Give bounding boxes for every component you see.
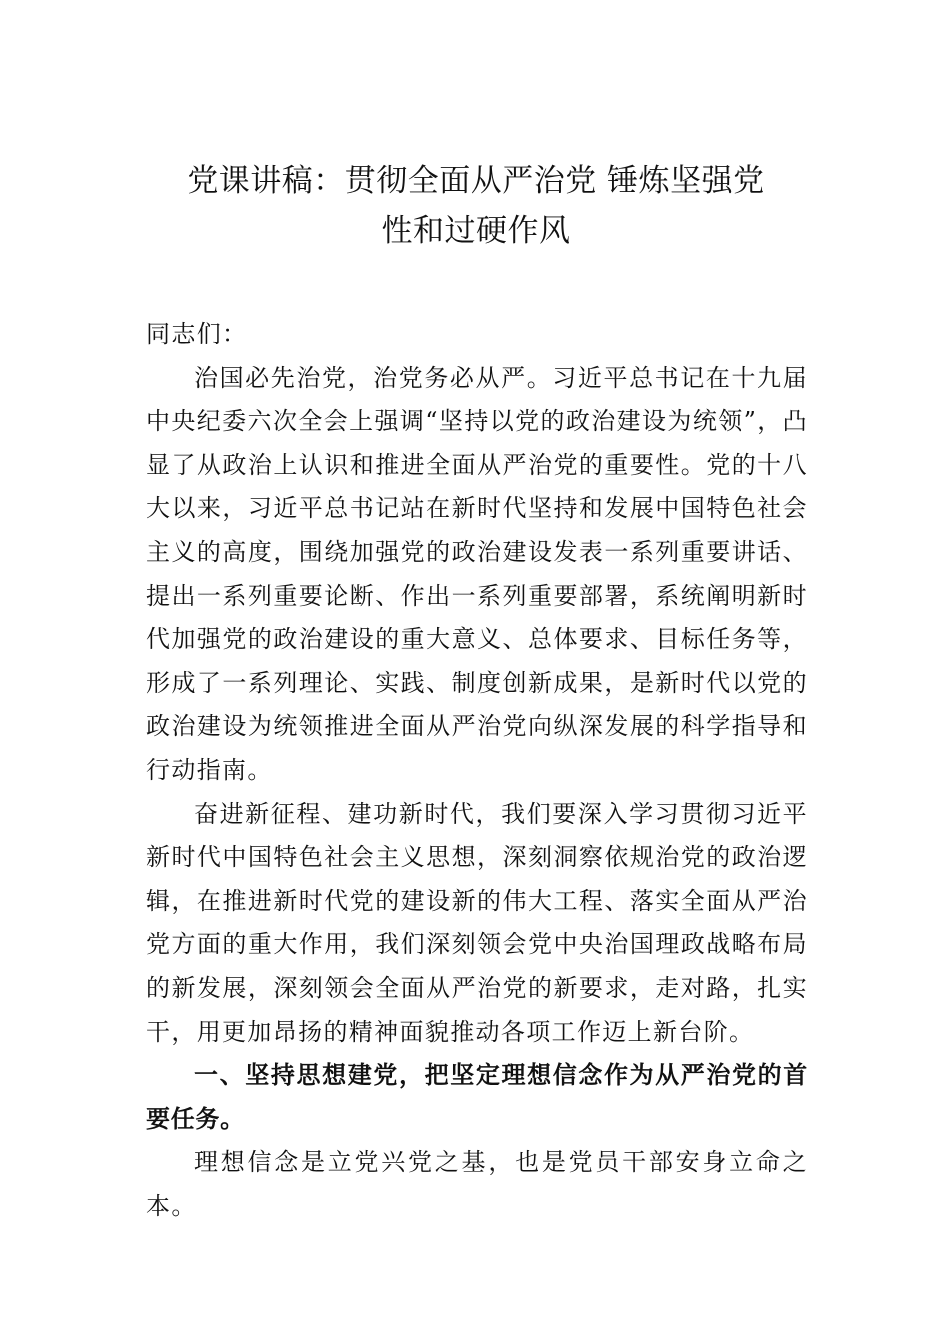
body-paragraph-2: 奋进新征程、建功新时代，我们要深入学习贯彻习近平新时代中国特色社会主义思想，深刻洞察依规治党的政治逻辑，在推进新时代党的建设新的伟大工程、落实全面从严治党方面的重大作用，我们深刻领会党中央治国理政战略布局的新发展，深刻领会全面从严治党的新要求，走对路，扎实干，用更加昂扬的精神面貌推动各项工作迈上新台阶。 bbox=[146, 799, 808, 1046]
section-heading: 一、坚持思想建党，把坚定理想信念作为从严治党的首要任务。 bbox=[146, 1061, 808, 1133]
salutation: 同志们： bbox=[146, 320, 248, 348]
body-paragraph-1: 治国必先治党，治党务必从严。习近平总书记在十九届中央纪委六次全会上强调“坚持以党的政治建设为统领”，凸显了从政治上认识和推进全面从严治党的重要性。党的十八大以来，习近平总书记站在新时代坚持和发展中国特色社会主义的高度，围绕加强党的政治建设发表一系列重要讲话、提出一系列重要论断、作出一系列重要部署，系统阐明新时代加强党的政治建设的重大意义、总体要求、目标任务等，形成了一系列理论、实践、制度创新成果，是新时代以党的政治建设为统领推进全面从严治党向纵深发展的科学指导和行动指南。 bbox=[146, 363, 808, 784]
title-line-1: 党课讲稿：贯彻全面从严治党 锤炼坚强党 bbox=[187, 163, 765, 199]
document-body bbox=[146, 313, 808, 1228]
title-line-2: 性和过硬作风 bbox=[381, 213, 571, 249]
body-paragraph-3: 理想信念是立党兴党之基，也是党员干部安身立命之本。 bbox=[146, 1148, 808, 1220]
document-title bbox=[145, 156, 807, 256]
